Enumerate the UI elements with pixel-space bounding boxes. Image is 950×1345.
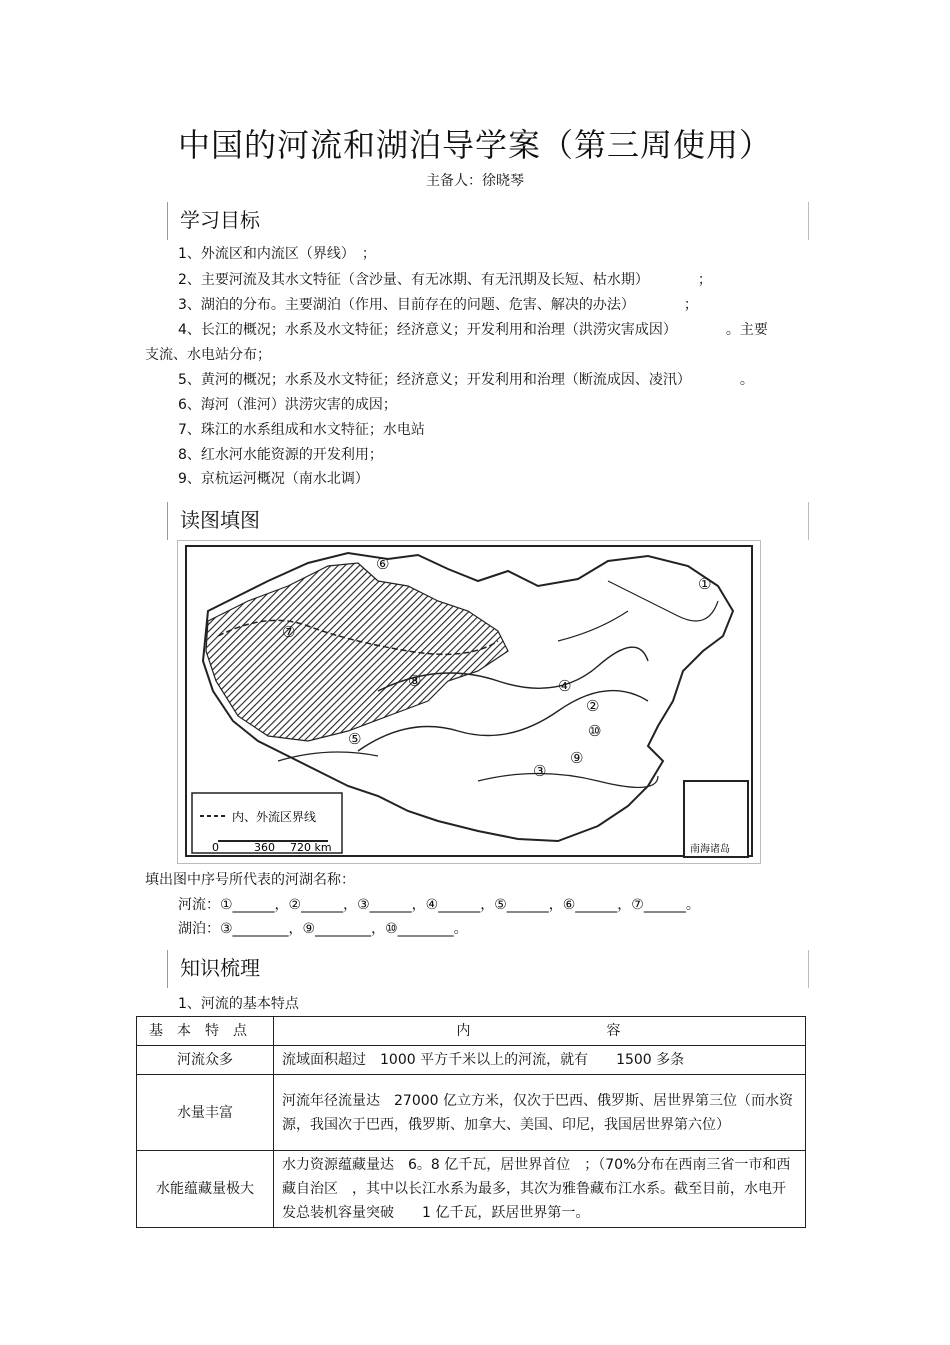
- row-feature: 水能蕴藏量极大: [137, 1151, 274, 1228]
- map-label-10: ⑩: [588, 722, 602, 740]
- section-goals: [167, 202, 809, 240]
- map-scale-720: 720 km: [290, 841, 332, 854]
- map-label-4: ④: [558, 677, 572, 695]
- table-header-row: [137, 1017, 806, 1046]
- fill-lakes: 湖泊：③________，⑨________，⑩________。: [178, 921, 468, 937]
- map-label-8: ⑧: [408, 672, 422, 690]
- fill-instruction: 填出图中序号所代表的河湖名称：: [145, 872, 355, 888]
- row-content: 河流年径流量达 27000 亿立方米，仅次于巴西、俄罗斯、居世界第三位（而水资源，我国次于巴西，俄罗斯、加拿大、美国、印尼，我国居世界第六位）: [274, 1075, 806, 1151]
- china-rivers-map: [177, 540, 761, 864]
- goal-item: 3、湖泊的分布。主要湖泊（作用、目前存在的问题、危害、解决的办法） ；: [178, 297, 698, 313]
- table-row: [137, 1046, 806, 1075]
- header-content-a: 内: [456, 1023, 473, 1039]
- map-label-2: ②: [586, 697, 600, 715]
- table-row: [137, 1075, 806, 1151]
- goal-item: 8、红水河水能资源的开发利用；: [178, 447, 383, 463]
- map-label-1: ①: [698, 575, 712, 593]
- header-content-b: 容: [606, 1023, 623, 1039]
- map-legend-boundary: 内、外流区界线: [232, 810, 317, 824]
- goal-item: 7、珠江的水系组成和水文特征；水电站: [178, 422, 425, 438]
- section-goals-title: 学习目标: [180, 208, 260, 232]
- row-feature: 河流众多: [137, 1046, 274, 1075]
- table-caption: 1、河流的基本特点: [178, 996, 299, 1012]
- goal-item: 1、外流区和内流区（界线） ；: [178, 246, 376, 262]
- map-inset-label: 南海诸岛: [690, 844, 730, 855]
- header-content: [274, 1017, 806, 1046]
- author-line: 主备人：徐晓琴: [426, 173, 524, 189]
- row-content: 水力资源蕴藏量达 6。8 亿千瓦，居世界首位 ；（70%分布在西南三省一市和西藏自治区 ，其中以长江水系为最多，其次为雅鲁藏布江水系。截至目前，水电开发总装机容量突破 1 亿千瓦，跃居世界第一。: [274, 1151, 806, 1228]
- map-label-7: ⑦: [282, 623, 296, 641]
- row-feature: 水量丰富: [137, 1075, 274, 1151]
- goal-item: 6、海河（淮河）洪涝灾害的成因；: [178, 397, 397, 413]
- section-knowledge: [167, 950, 809, 988]
- table-row: [137, 1151, 806, 1228]
- header-feature: 基本特点: [137, 1017, 274, 1046]
- page-title: 中国的河流和湖泊导学案（第三周使用）: [177, 126, 772, 164]
- map-scale-360: 360: [254, 841, 275, 854]
- goal-item: 5、黄河的概况；水系及水文特征；经济意义；开发利用和治理（断流成因、凌汛） 。: [178, 372, 754, 388]
- fill-rivers: 河流：①______，②______，③______，④______，⑤______，⑥______，⑦______。: [178, 897, 700, 913]
- section-map: [167, 502, 809, 540]
- river-features-table: [136, 1016, 806, 1228]
- map-label-5: ⑤: [348, 730, 362, 748]
- goal-item: 9、京杭运河概况（南水北调）: [178, 471, 369, 487]
- goal-item: 2、主要河流及其水文特征（含沙量、有无冰期、有无汛期及长短、枯水期） ；: [178, 272, 712, 288]
- map-drawing: [178, 541, 760, 863]
- section-knowledge-title: 知识梳理: [180, 956, 260, 980]
- section-map-title: 读图填图: [180, 508, 260, 532]
- map-label-3: ③: [533, 762, 547, 780]
- row-content: 流域面积超过 1000 平方千米以上的河流，就有 1500 多条: [274, 1046, 806, 1075]
- map-label-6: ⑥: [376, 555, 390, 573]
- goal-item: 4、长江的概况；水系及水文特征；经济意义；开发利用和治理（洪涝灾害成因） 。主要: [178, 322, 768, 338]
- map-label-9: ⑨: [570, 749, 584, 767]
- map-scale-0: 0: [212, 841, 219, 854]
- goal-item: 支流、水电站分布；: [145, 347, 271, 363]
